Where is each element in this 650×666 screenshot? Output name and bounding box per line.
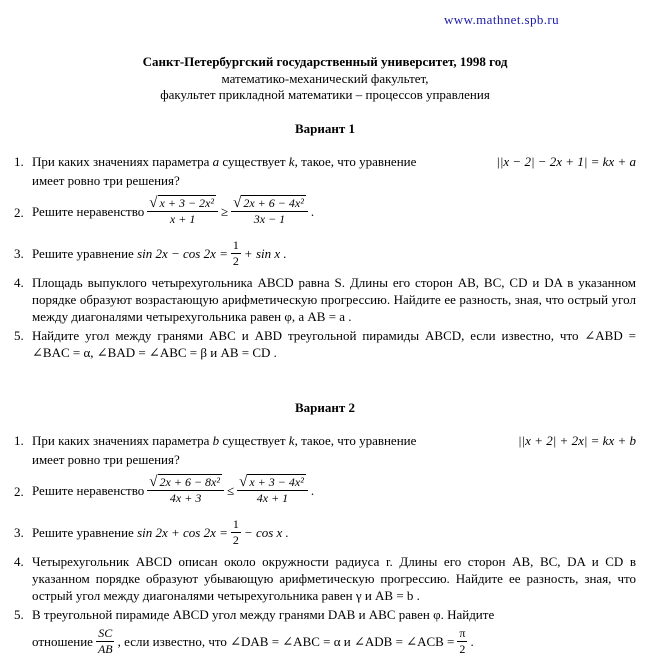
denominator: 4x + 1: [256, 491, 289, 505]
denominator: 3x − 1: [253, 212, 286, 226]
text-part: существует: [219, 154, 289, 169]
problem-number: 5.: [14, 328, 24, 343]
text-line-2: [32, 626, 636, 657]
problem-text: [32, 238, 636, 269]
inequality-sign: ≤: [226, 482, 235, 498]
problem-text: Четырехугольник ABCD описан около окружности радиуса r. Длины его сторон AB, BC, DA и CD в указанном порядке образуют убывающую арифметическую прогрессию. Найдите ее разность, зная, что острый угол между диагоналями четырехугольника равен γ и AB = b .: [32, 554, 636, 603]
variant-2-title: Вариант 2: [294, 400, 356, 415]
problem-text: Найдите угол между гранями ABC и ABD треугольной пирамиды ABCD, если известно, что ∠ABD = ∠BAC = α, ∠BAD = ∠ABC = β и AB = CD .: [32, 328, 636, 360]
denominator: 2: [232, 533, 239, 547]
param-k: k: [288, 433, 295, 448]
problem-number: 3.: [14, 525, 24, 540]
problem-text: [32, 517, 636, 548]
numerator: x + 3 − 4x²: [249, 475, 304, 489]
param-a: a: [212, 154, 220, 169]
v2-problem-4: [14, 553, 636, 604]
numerator: 2x + 6 − 8x²: [159, 475, 220, 489]
problem-number: 2.: [14, 484, 24, 499]
v1-problem-4: [14, 274, 636, 325]
numerator: 2x + 6 − 4x²: [243, 196, 304, 210]
numerator: π: [459, 626, 466, 640]
text-part: При каких значениях параметра: [32, 433, 213, 448]
text-part: , если известно, что ∠DAB = ∠ABC = α и ∠ADB = ∠ACB =: [117, 634, 455, 649]
equation-right: + sin x .: [243, 246, 287, 261]
university-title: Санкт-Петербургский государственный университет, 1998 год: [142, 54, 508, 69]
text-part: существует: [219, 433, 289, 448]
problem-text: Решите неравенство $\frac{\text{√ x + 3 − 2x²}}{x + 1}$ ≥ $\frac{\text{√ 2x + 6 − 4x²}}{3x - 1}$ .: [32, 195, 315, 226]
problem-text: [32, 431, 636, 469]
equation-left: sin 2x + cos 2x =: [137, 525, 228, 540]
v2-problem-1: [14, 431, 636, 469]
equation-right: − cos x .: [243, 525, 289, 540]
problem-number: 4.: [14, 275, 24, 290]
text-part: Решите уравнение: [32, 246, 134, 261]
v1-problem-2: [14, 195, 636, 227]
problem-text: Решите неравенство $\frac{\text{√ 2x + 6 − 8x²}}{4x + 3}$ ≤ $\frac{\text{√ x + 3 − 4x²}}{4x + 1}$ .: [32, 474, 315, 505]
problem-text: [32, 152, 636, 190]
text-part: , такое, что уравнение: [294, 154, 417, 169]
problem-number: 1.: [14, 433, 24, 448]
lhs-fraction: $\frac{\text{√ x + 3 − 2x²}}{x + 1}$: [147, 195, 218, 227]
text-part: .: [470, 634, 474, 649]
v2-problem-5: [14, 606, 636, 657]
text-part: имеет ровно три решения?: [32, 452, 180, 467]
half-fraction: [231, 238, 241, 269]
text-part: отношение: [32, 634, 93, 649]
text-part: Решите неравенство: [32, 203, 145, 219]
v1-problem-5: [14, 327, 636, 361]
rhs-fraction: $\frac{\text{√ 2x + 6 − 4x²}}{3x - 1}$: [231, 195, 308, 227]
variant-1-title: Вариант 1: [294, 121, 356, 136]
problem-number: 2.: [14, 205, 24, 220]
text-part: , такое, что уравнение: [294, 433, 417, 448]
text-part: При каких значениях параметра: [32, 154, 213, 169]
param-b: b: [212, 433, 220, 448]
faculty-line-1: математико-механический факультет,: [221, 71, 429, 86]
denominator: 2: [459, 642, 466, 656]
v2-problem-3: [14, 517, 636, 548]
problem-text: Площадь выпуклого четырехугольника ABCD равна S. Длины его сторон AB, BC, CD и DA в указанном порядке образуют возрастающую арифметическую прогрессию. Найдите ее разность, зная, что острый угол между диагоналями четырехугольника равен φ, а AB = a .: [32, 275, 636, 324]
text-line-1: В треугольной пирамиде ABCD угол между гранями DAB и ABC равен φ. Найдите: [32, 607, 495, 622]
problem-number: 1.: [14, 154, 24, 169]
equation: ||x + 2| + 2x| = kx + b: [518, 433, 636, 448]
text-part: Решите уравнение: [32, 525, 134, 540]
equation: ||x − 2| − 2x + 1| = kx + a: [496, 154, 636, 169]
problem-number: 4.: [14, 554, 24, 569]
numerator: 1: [232, 238, 239, 252]
text-part: имеет ровно три решения?: [32, 173, 180, 188]
problem-text: [32, 606, 636, 657]
problem-number: 3.: [14, 246, 24, 261]
lhs-fraction: $\frac{\text{√ 2x + 6 − 8x²}}{4x + 3}$: [147, 474, 224, 506]
rhs-fraction: $\frac{\text{√ x + 3 − 4x²}}{4x + 1}$: [237, 474, 308, 506]
sc-ab-fraction: [96, 626, 115, 657]
numerator: 1: [232, 517, 239, 531]
numerator: SC: [98, 626, 113, 640]
problem-number: 5.: [14, 607, 24, 622]
denominator: AB: [97, 642, 113, 656]
numerator: x + 3 − 2x²: [159, 196, 214, 210]
denominator: 2: [232, 254, 239, 268]
site-url-link[interactable]: www.mathnet.spb.ru: [444, 12, 560, 27]
pi-half-fraction: [457, 626, 467, 657]
faculty-line-2: факультет прикладной математики – процессов управления: [160, 87, 490, 102]
equation-left: sin 2x − cos 2x =: [137, 246, 228, 261]
v1-problem-3: [14, 238, 636, 269]
v1-problem-1: [14, 152, 636, 190]
denominator: 4x + 3: [169, 491, 202, 505]
denominator: x + 1: [169, 212, 196, 226]
text-part: Решите неравенство: [32, 482, 145, 498]
param-k: k: [288, 154, 295, 169]
v2-problem-2: [14, 474, 636, 506]
half-fraction: [231, 517, 241, 548]
inequality-sign: ≥: [220, 203, 229, 219]
